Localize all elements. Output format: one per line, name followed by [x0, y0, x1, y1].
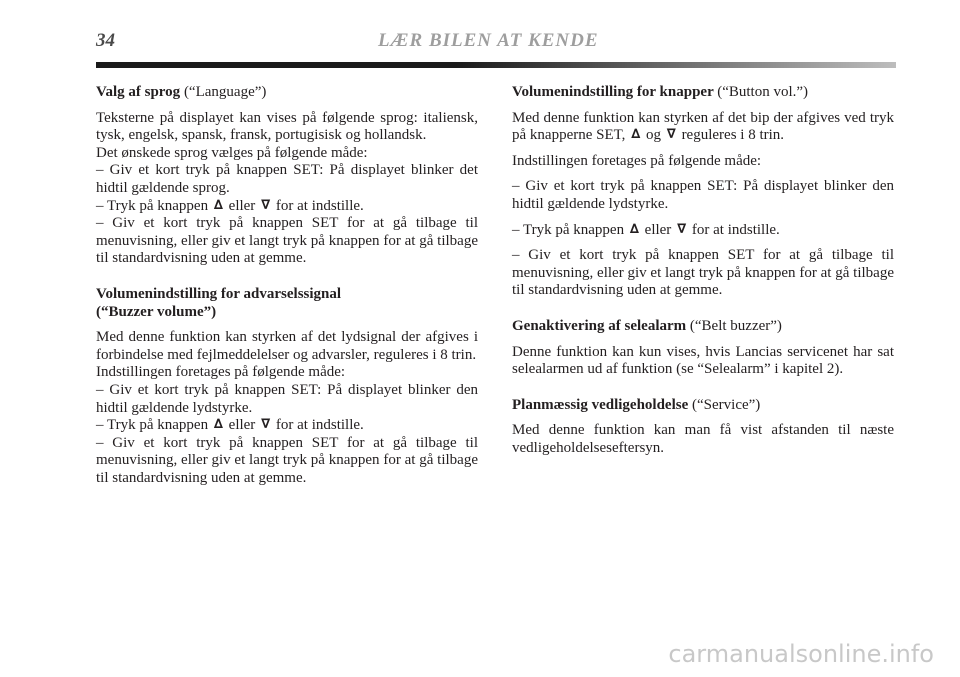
- watermark: carmanualsonline.info: [668, 640, 934, 668]
- section-heading: [512, 84, 894, 102]
- paragraph-arrows: [512, 110, 894, 145]
- up-triangle-icon: ∆: [213, 417, 223, 433]
- section-button-volume: [512, 84, 894, 300]
- text-fragment: for at indstille.: [691, 221, 780, 238]
- paragraph: Teksterne på displayet kan vises på følgende sprog: italiensk, tysk, engelsk, spansk, fransk, portugisisk og hollandsk.: [96, 109, 478, 144]
- section-heading: [512, 318, 894, 336]
- right-column: [512, 84, 894, 476]
- page-number: 34: [96, 30, 115, 51]
- text-fragment: – Tryk på knappen: [512, 221, 625, 238]
- paragraph: – Giv et kort tryk på knappen SET: På displayet blinker den hidtil gældende lydstyrke.: [512, 178, 894, 212]
- text-fragment: – Tryk på knappen: [96, 417, 209, 434]
- section-buzzer-volume: [96, 286, 478, 488]
- down-triangle-icon: ∇: [261, 417, 271, 433]
- up-triangle-icon: ∆: [629, 221, 639, 237]
- left-column: [96, 84, 478, 505]
- up-triangle-icon: ∆: [213, 197, 223, 213]
- heading-title: Volumenindstilling for advarselssignal: [96, 285, 342, 302]
- text-fragment: og: [646, 127, 661, 144]
- heading-title: Valg af sprog: [96, 84, 181, 100]
- paragraph: Indstillingen foretages på følgende måde:: [96, 364, 346, 381]
- text-fragment: Med denne funktion kan styrken af det bip der afgives ved tryk på knapperne SET,: [512, 109, 894, 144]
- running-head: LÆR BILEN AT KENDE: [378, 30, 599, 51]
- down-triangle-icon: ∇: [677, 221, 687, 237]
- page-header: [96, 28, 896, 58]
- paragraph-arrows: [96, 198, 478, 216]
- paragraph: Indstillingen foretages på følgende måde:: [512, 152, 762, 169]
- section-language: [96, 84, 478, 268]
- up-triangle-icon: ∆: [631, 127, 641, 143]
- down-triangle-icon: ∇: [666, 127, 676, 143]
- heading-title: Volumenindstilling for knapper: [512, 84, 714, 100]
- section-heading: [96, 286, 478, 321]
- paragraph: – Giv et kort tryk på knappen SET: På displayet blinker den hidtil gældende lydstyrke.: [96, 381, 478, 416]
- text-fragment: eller: [228, 197, 256, 214]
- text-fragment: – Tryk på knappen: [96, 197, 209, 214]
- paragraph-arrows: [96, 417, 478, 435]
- text-fragment: eller: [644, 221, 672, 238]
- heading-subtitle: (“Button vol.”): [717, 84, 809, 100]
- paragraph: – Giv et kort tryk på knappen SET for at gå tilbage til menuvisning, eller giv et langt tryk på knappen for at gå tilbage til standardvisning uden at gemme.: [512, 247, 894, 299]
- paragraph: – Giv et kort tryk på knappen SET for at gå tilbage til menuvisning, eller giv et langt tryk på knappen for at gå tilbage til standardvisning uden at gemme.: [96, 215, 478, 267]
- heading-title: Genaktivering af selealarm: [512, 317, 687, 334]
- paragraph: – Giv et kort tryk på knappen SET: På displayet blinker det hidtil gældende sprog.: [96, 162, 478, 196]
- section-belt-buzzer: [512, 318, 894, 379]
- heading-subtitle: (“Language”): [183, 84, 267, 100]
- down-triangle-icon: ∇: [261, 197, 271, 213]
- heading-subtitle: (“Buzzer volume”): [96, 303, 217, 320]
- heading-subtitle: (“Belt buzzer”): [689, 317, 782, 334]
- text-fragment: for at indstille.: [275, 417, 364, 434]
- paragraph-arrows: [512, 222, 894, 240]
- section-heading: [96, 84, 478, 102]
- paragraph: – Giv et kort tryk på knappen SET for at gå tilbage til menuvisning, eller giv et langt tryk på knappen for at gå tilbage til standardvisning uden at gemme.: [96, 434, 478, 486]
- heading-title: Planmæssig vedligeholdelse: [512, 396, 689, 413]
- text-fragment: for at indstille.: [275, 197, 364, 214]
- section-heading: [512, 397, 894, 415]
- text-fragment: eller: [228, 417, 256, 434]
- section-service: [512, 397, 894, 458]
- paragraph: Denne funktion kan kun vises, hvis Lancias servicenet har sat selealarmen ud af funktion (se “Selealarm” i kapitel 2).: [512, 343, 894, 378]
- text-fragment: reguleres i 8 trin.: [681, 127, 785, 144]
- paragraph: Det ønskede sprog vælges på følgende måde:: [96, 144, 368, 161]
- paragraph: Med denne funktion kan man få vist afstanden til næste vedligeholdelseseftersyn.: [512, 422, 894, 456]
- header-rule: [96, 62, 896, 68]
- paragraph: Med denne funktion kan styrken af det lydsignal der afgives i forbindelse med fejlmeddelelser og advarsler, reguleres i 8 trin.: [96, 329, 478, 363]
- heading-subtitle: (“Service”): [692, 396, 761, 413]
